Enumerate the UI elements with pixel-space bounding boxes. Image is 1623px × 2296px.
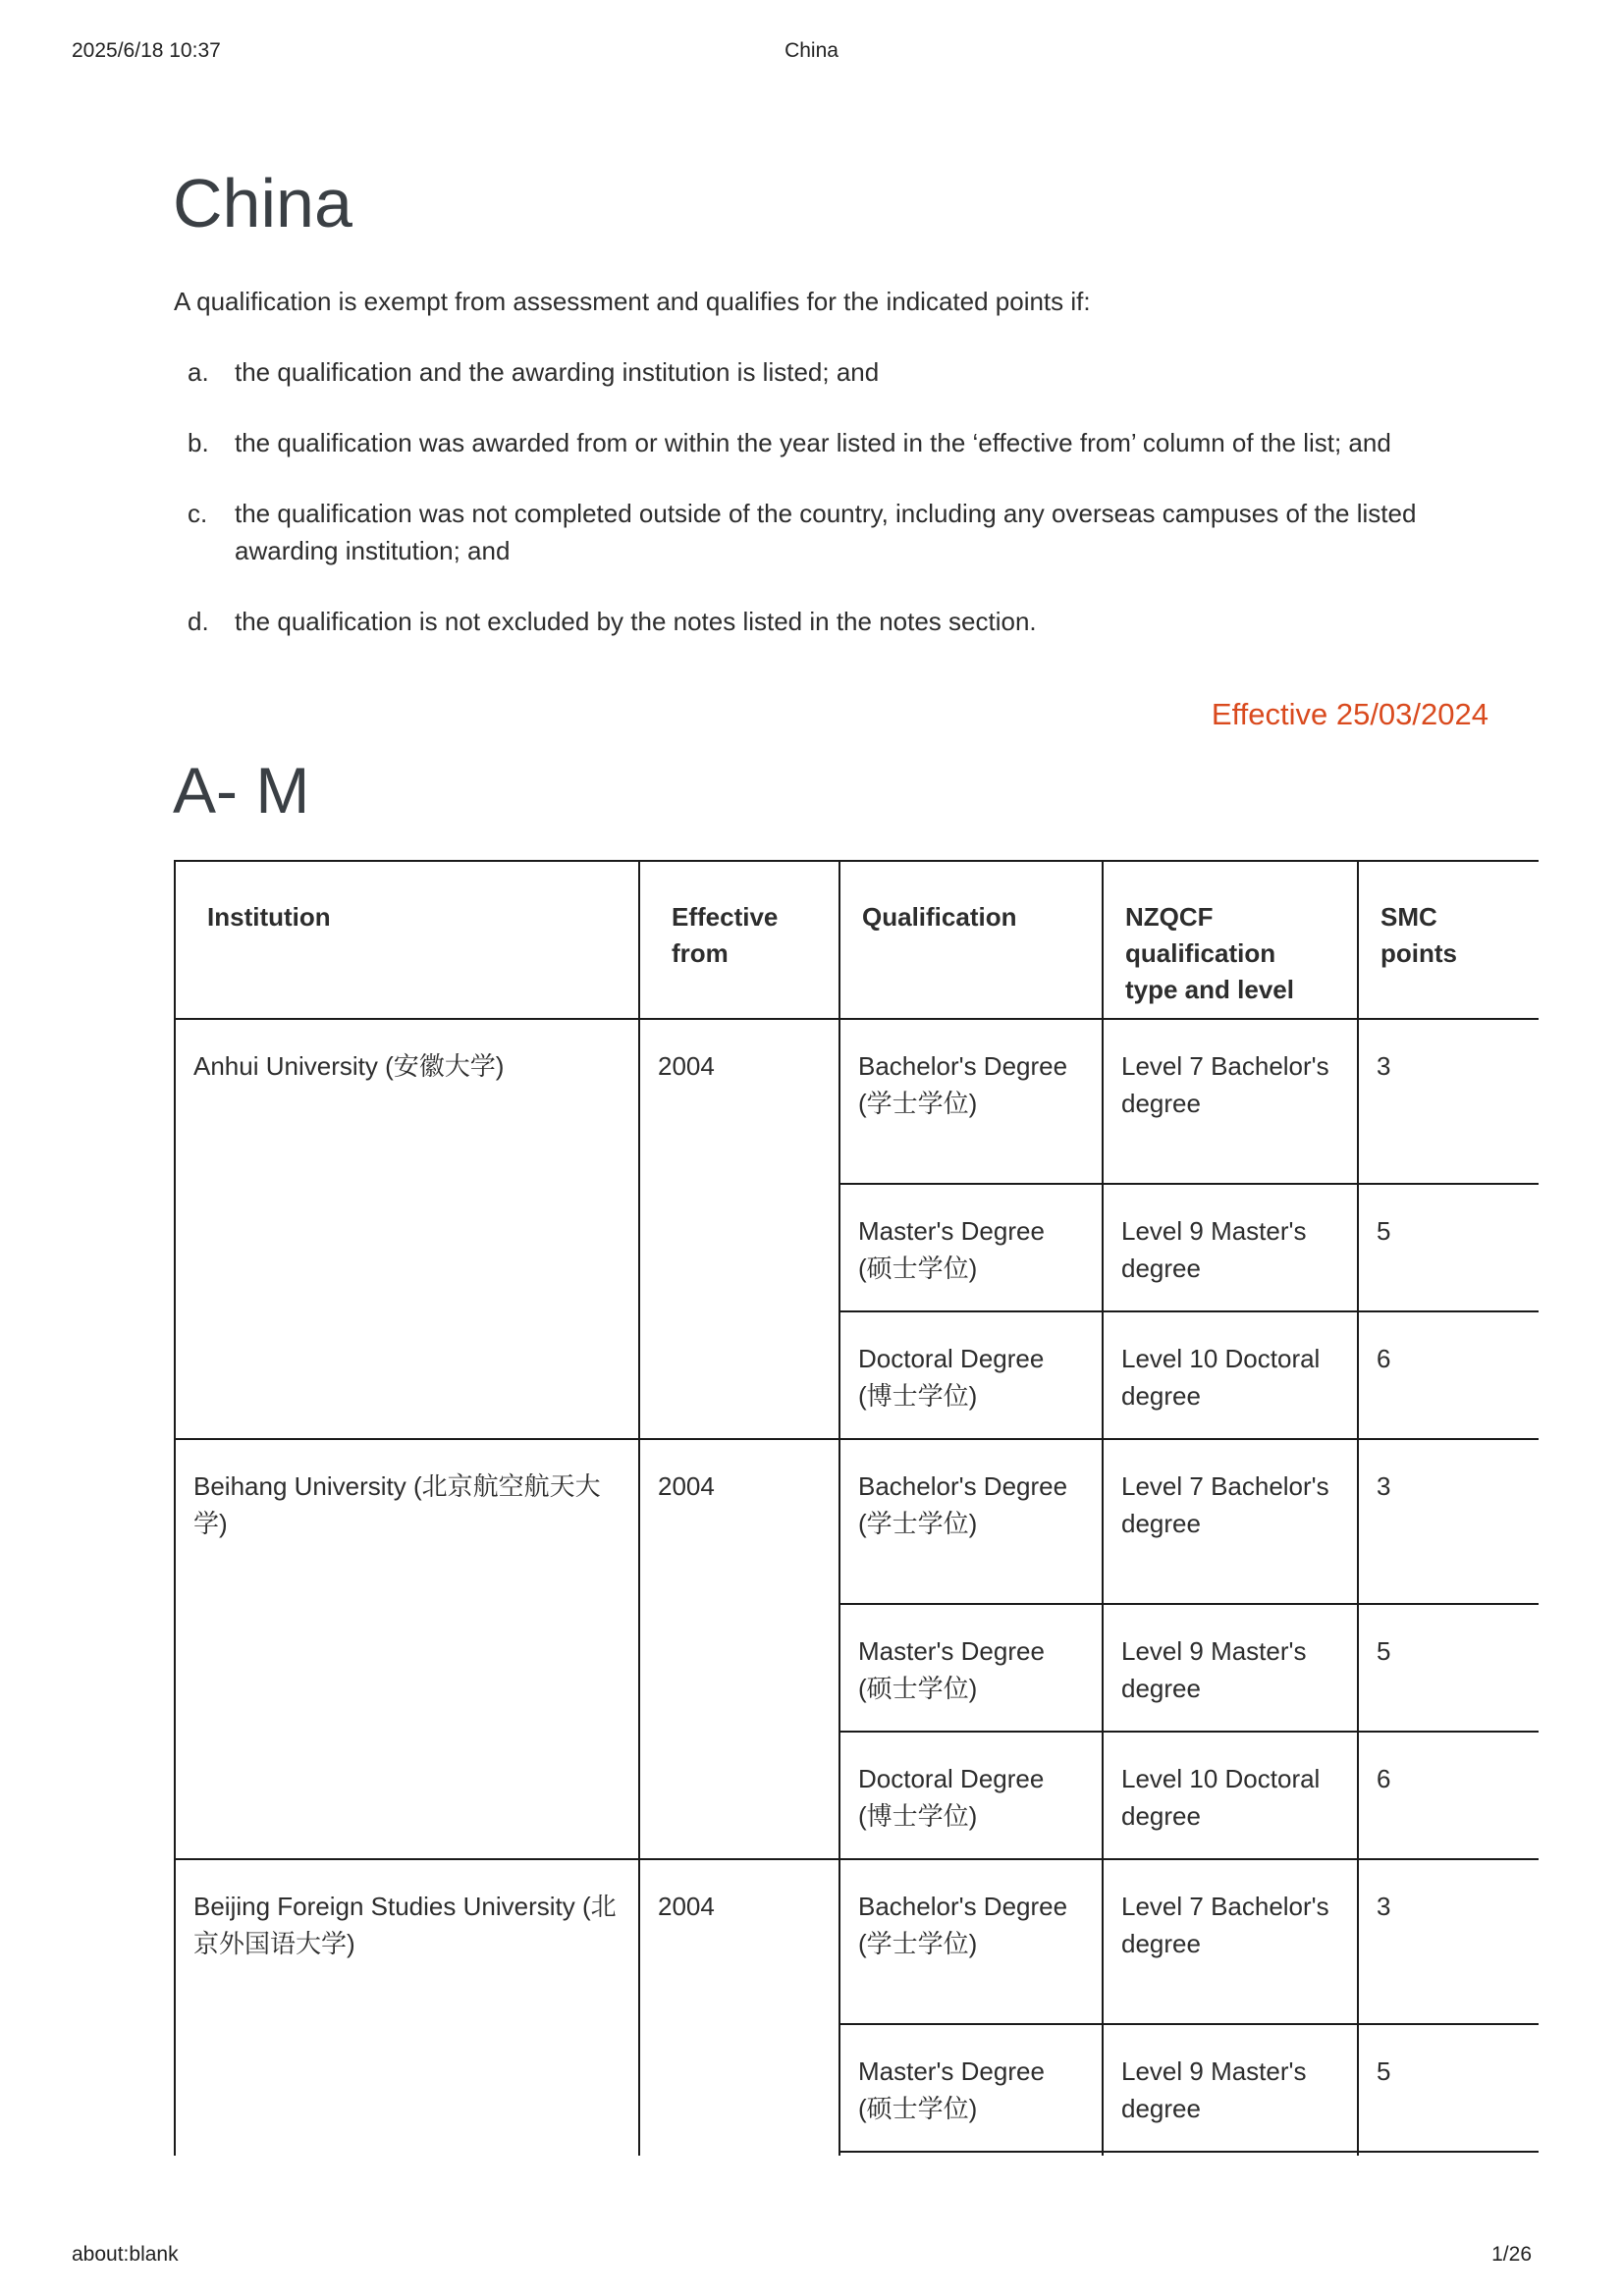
- section-heading: A- M: [173, 754, 310, 827]
- effective-from-cell: 2004: [639, 1019, 839, 1439]
- qualifications-table-container: [174, 860, 1539, 2156]
- effective-from-cell: 2004: [639, 1859, 839, 2156]
- nzqcf-cell: Level 9 Master's degree: [1103, 1184, 1358, 1311]
- header-nzqcf: NZQCF qualification type and level: [1103, 861, 1358, 1019]
- criteria-text: the qualification was awarded from or within the year listed in the ‘effective from’ column of the list; and: [235, 428, 1391, 457]
- header-qualification: Qualification: [839, 861, 1103, 1019]
- qualification-cell: Bachelor's Degree (学士学位): [839, 1439, 1103, 1604]
- qualification-cell: Master's Degree (硕士学位): [839, 1604, 1103, 1732]
- criteria-item: [174, 424, 1489, 461]
- qualification-cell: Bachelor's Degree (学士学位): [839, 1019, 1103, 1184]
- qualification-cell: Bachelor's Degree (学士学位): [839, 1859, 1103, 2024]
- points-cell: 3: [1358, 1439, 1539, 1604]
- table-continuation-cell: [1103, 2152, 1358, 2156]
- nzqcf-cell: Level 10 Doctoral degree: [1103, 1311, 1358, 1439]
- criteria-item: [174, 353, 1489, 391]
- print-datetime: 2025/6/18 10:37: [72, 39, 221, 62]
- page-number: 1/26: [1491, 2243, 1532, 2266]
- header-effective-from: Effective from: [639, 861, 839, 1019]
- institution-cell: Anhui University (安徽大学): [175, 1019, 639, 1439]
- qualification-cell: Master's Degree (硕士学位): [839, 2024, 1103, 2152]
- criteria-item: [174, 603, 1489, 640]
- nzqcf-cell: Level 7 Bachelor's degree: [1103, 1859, 1358, 2024]
- intro-text: A qualification is exempt from assessment and qualifies for the indicated points if:: [174, 287, 1091, 316]
- table-continuation-cell: [839, 2152, 1103, 2156]
- criteria-marker: c.: [188, 499, 208, 528]
- nzqcf-cell: Level 9 Master's degree: [1103, 1604, 1358, 1732]
- points-cell: 3: [1358, 1019, 1539, 1184]
- table-header-row: [175, 861, 1539, 1019]
- criteria-marker: b.: [188, 428, 209, 457]
- table-row: [175, 1019, 1539, 1184]
- criteria-marker: a.: [188, 357, 209, 387]
- institution-cell: Beijing Foreign Studies University (北京外国语大学): [175, 1859, 639, 2156]
- points-cell: 6: [1358, 1311, 1539, 1439]
- criteria-item: [174, 495, 1489, 569]
- effective-from-cell: 2004: [639, 1439, 839, 1859]
- nzqcf-cell: Level 9 Master's degree: [1103, 2024, 1358, 2152]
- header-institution: Institution: [175, 861, 639, 1019]
- criteria-marker: d.: [188, 607, 209, 636]
- qualification-cell: Doctoral Degree (博士学位): [839, 1732, 1103, 1859]
- points-cell: 5: [1358, 2024, 1539, 2152]
- header-smc-points: SMC points: [1358, 861, 1539, 1019]
- institution-cell: Beihang University (北京航空航天大学): [175, 1439, 639, 1859]
- points-cell: 6: [1358, 1732, 1539, 1859]
- qualification-cell: Doctoral Degree (博士学位): [839, 1311, 1103, 1439]
- criteria-list: [174, 353, 1489, 673]
- points-cell: 5: [1358, 1604, 1539, 1732]
- print-title: China: [784, 39, 839, 62]
- table-continuation-cell: [1358, 2152, 1539, 2156]
- points-cell: 5: [1358, 1184, 1539, 1311]
- effective-date-note: Effective 25/03/2024: [1211, 697, 1488, 731]
- table-row: [175, 1439, 1539, 1604]
- qualifications-table: [174, 860, 1539, 2156]
- qualification-cell: Master's Degree (硕士学位): [839, 1184, 1103, 1311]
- page-title: China: [173, 165, 352, 241]
- criteria-text: the qualification was not completed outside of the country, including any overseas campuses of the listed awarding institution; and: [235, 499, 1417, 565]
- nzqcf-cell: Level 7 Bachelor's degree: [1103, 1439, 1358, 1604]
- nzqcf-cell: Level 10 Doctoral degree: [1103, 1732, 1358, 1859]
- criteria-text: the qualification and the awarding institution is listed; and: [235, 357, 880, 387]
- nzqcf-cell: Level 7 Bachelor's degree: [1103, 1019, 1358, 1184]
- criteria-text: the qualification is not excluded by the notes listed in the notes section.: [235, 607, 1037, 636]
- points-cell: 3: [1358, 1859, 1539, 2024]
- print-url: about:blank: [72, 2243, 179, 2266]
- table-row: [175, 1859, 1539, 2024]
